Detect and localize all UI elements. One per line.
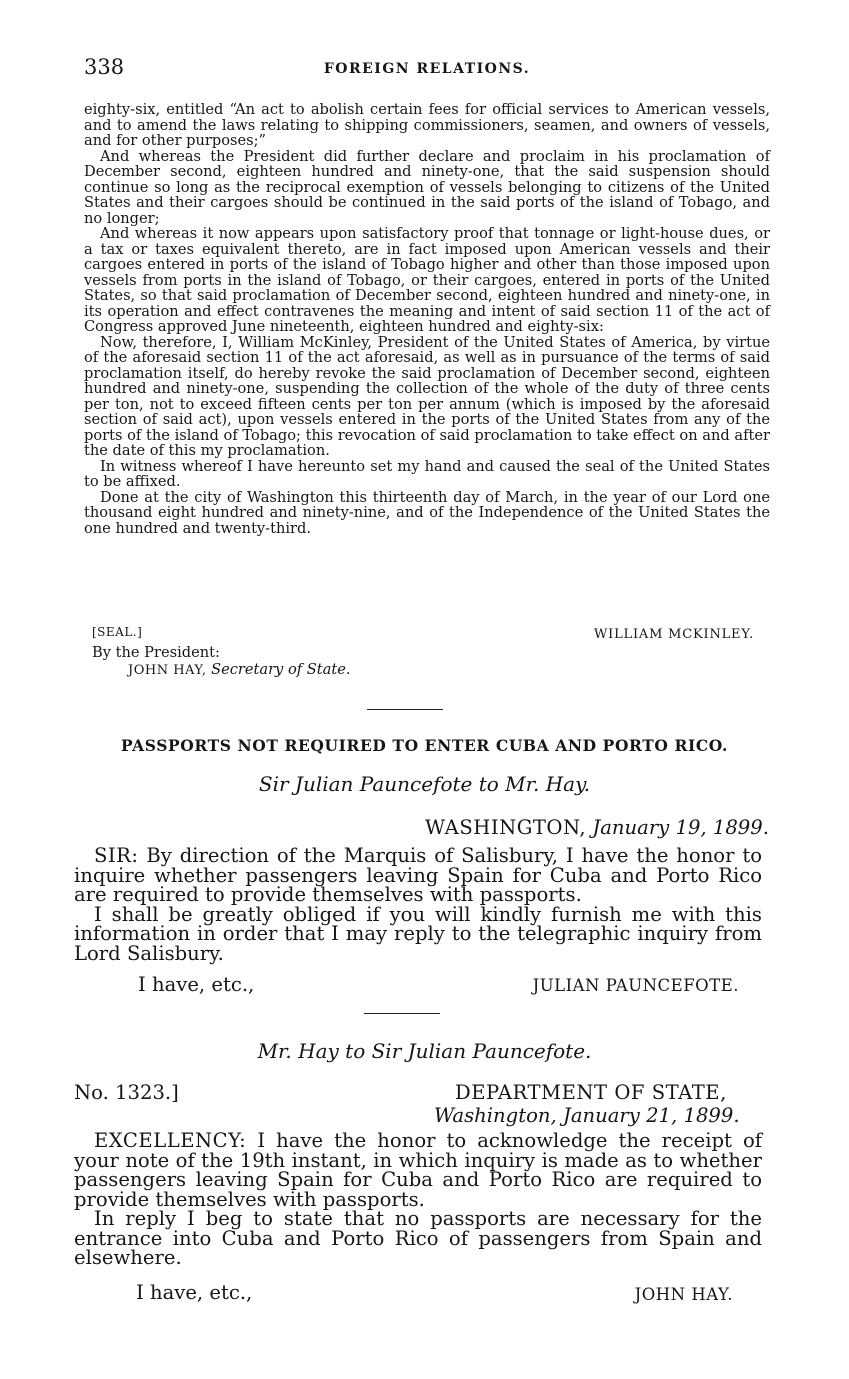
president-signature: WILLIAM MCKINLEY. [594,627,754,642]
letter1-paragraph: I shall be greatly obliged if you will kindly furnish me with this information in order that I may reply to the telegraphic inquiry from Lord Salisbury. [74,902,762,965]
letter2-number: No. 1323.] [74,1081,179,1104]
countersign-name: JOHN HAY, [128,663,207,678]
section-divider [367,709,443,710]
proclamation-paragraph: Done at the city of Washington this thirteenth day of March, in the year of our Lord one thousand eight hundred and ninety-nine, and of the Independence of the United States the one hundred and twenty-third. [84,488,770,537]
page-header [84,55,770,85]
letter1-paragraph [74,846,762,905]
countersignature [128,661,350,678]
by-the-president: By the President: [92,644,220,661]
seal-signature-row [84,625,754,643]
letter2-office: DEPARTMENT OF STATE, [455,1081,727,1104]
letter2-body [74,1131,762,1268]
letter2-paragraph [74,1131,762,1209]
letter2-paragraph: In reply I beg to state that no passports are necessary for the entrance into Cuba and Porto Rico of passengers from Spain and elsewhere. [74,1207,762,1269]
proclamation-paragraph: And whereas it now appears upon satisfactory proof that tonnage or light-house dues, or a tax or taxes equivalent thereto, are in fact imposed upon American vessels and their cargoes entered in ports of the island of Tobago higher and other than those imposed upon vessels from ports in the island of Tobago, or their cargoes, entered in ports of the United States, so that said proclamation of December second, eighteen hundred and ninety-one, in its operation and effect contravenes the meaning and intent of said section 11 of the act of Congress approved June nineteenth, eighteen hundred and eighty-six: [84,225,770,335]
letter1-date: January 19, 1899. [592,816,769,839]
proclamation-paragraph: eighty-six, entitled “An act to abolish certain fees for official services to American vessels, and to amend the laws relating to shipping commissioners, seamen, and owners of vessels, and for other purposes;” [84,101,770,149]
letter2-closing: I have, etc., [136,1281,253,1304]
letter2-place-date: Washington, January 21, 1899. [434,1104,740,1127]
letter1-text: By direction of the Marquis of Salisbury, I have the honor to inquire whether passengers leaving Spain for Cuba and Porto Rico are required to provide themselves with passports. [74,844,763,906]
letter1-dateline [425,816,769,839]
letter1-body [74,846,762,963]
letter1-salutation: SIR: [94,844,139,867]
seal-mark: [SEAL.] [92,625,143,639]
letter1-signature: JULIAN PAUNCEFOTE. [532,976,739,995]
proclamation-paragraph: Now, therefore, I, William McKinley, President of the United States of America, by virtue of the aforesaid section 11 of the act aforesaid, as well as in pursuance of the terms of said proclamation itself, do hereby revoke the said proclamation of December second, eighteen hundred and ninety-one, suspending the collection of the whole of the duty of three cents per ton, not to exceed fifteen cents per ton per annum (which is imposed by the aforesaid section of said act), upon vessels entered in the ports of the United States from any of the ports of the island of Tobago; this revocation of said proclamation to take effect on and after the date of this my proclamation. [84,333,770,459]
letter-divider [364,1013,440,1014]
letter2-title: Mr. Hay to Sir Julian Pauncefote. [257,1039,592,1063]
letter1-title: Sir Julian Pauncefote to Mr. Hay. [258,772,591,796]
letter1-closing: I have, etc., [138,973,255,996]
letter2-text: I have the honor to acknowledge the receipt of your note of the 19th instant, in which inquiry is made as to whether passengers leaving Spain for Cuba and Porto Rico are required to provide themselves with passports. [74,1129,762,1211]
countersign-title: Secretary of State. [211,661,351,678]
proclamation-text [84,102,770,536]
proclamation-paragraph: In witness whereof I have hereunto set my hand and caused the seal of the United States to be affixed. [84,457,770,490]
section-heading: PASSPORTS NOT REQUIRED TO ENTER CUBA AND PORTO RICO. [121,736,728,755]
page-number: 338 [84,55,125,79]
letter1-place: WASHINGTON, [425,816,587,839]
letter2-salutation: EXCELLENCY: [94,1129,247,1152]
proclamation-paragraph: And whereas the President did further declare and proclaim in his proclamation of December second, eighteen hundred and ninety-one, that the said suspension should continue so long as the reciprocal exemption of vessels belonging to citizens of the United States and their cargoes should be continued in the said ports of the island of Tobago, and no longer; [84,147,770,227]
running-head: FOREIGN RELATIONS. [323,61,531,77]
letter2-signature: JOHN HAY. [634,1285,733,1304]
